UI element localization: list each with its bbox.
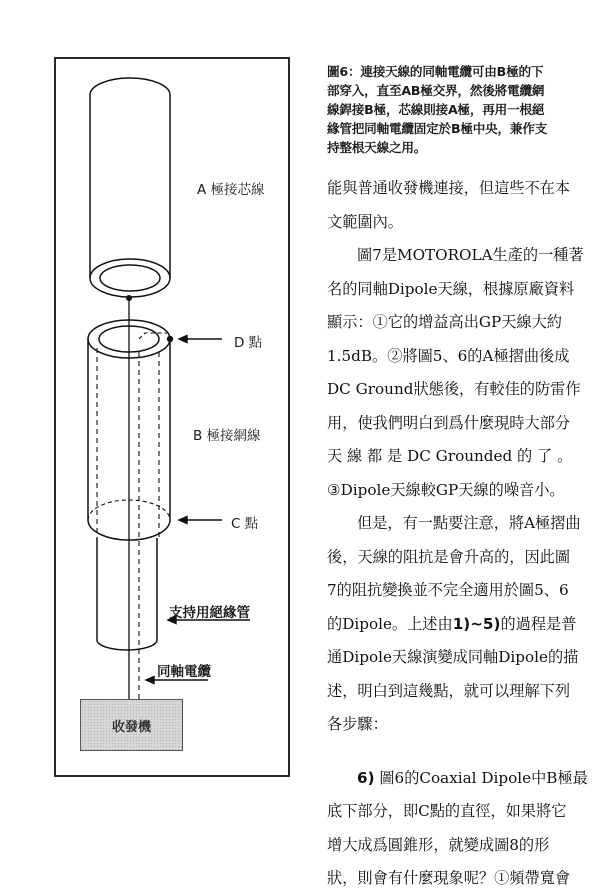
text-line: 後，天線的阻抗是會升高的，因此圖 [327,547,570,566]
text-line [327,762,588,796]
text-fragment: 的過程是普 [500,614,577,633]
text-line: 底下部分，即C點的直徑，如果將它 [327,802,567,820]
text-line: 能與普通收發機連接，但這些不在本 [327,179,570,197]
figure-caption [327,62,575,157]
text-line: 7的阻抗變換並不完全適用於圖5、6 [327,581,569,599]
transceiver-box [80,699,183,751]
text-line: 圖7是MOTOROLA生產的一種著 [357,246,584,264]
text-line: 但是，有一點要注意，將A極摺曲 [357,514,581,532]
label-c-point: C 點 [231,516,259,532]
insulator-tube [97,538,157,650]
text-line: 文範圍內。 [327,212,403,231]
paragraph-gap [327,742,577,762]
pointer-arrows [146,336,250,684]
caption-line: 圖6：連接天線的同軸電纜可由B極的下 [327,64,544,79]
step-range: 1)~5) [452,614,501,633]
label-a-pole: A 極接芯線 [197,182,265,198]
text-line: 述，明白到這幾點，就可以理解下列 [327,681,570,700]
caption-line: 緣管把同軸電纜固定於B極中央，兼作支 [327,121,548,136]
text-fragment: 的Dipole。上述由 [327,614,453,633]
text-line: 顯示：①它的增益高出GP天線大約 [327,313,562,331]
text-line: DC Ground狀態後，有較佳的防雷作 [327,380,581,398]
text-line: 名的同軸Dipole天線，根據原廠資料 [327,279,575,298]
text-line: 狀，則會有什麼現象呢？①頻帶寬會 [327,869,570,887]
text-line: 用，使我們明白到爲什麼現時大部分 [327,413,570,432]
body-text [327,172,588,896]
a-pole-cylinder [90,78,170,297]
d-point-dot [167,336,173,342]
caption-line: 部穿入，直至AB極交界，然後將電纜網 [327,83,545,98]
text-line: 1.5dB。②將圖5、6的A極摺曲後成 [327,346,570,365]
text-fragment: 圖6的Coaxial Dipole中B極最 [374,768,588,787]
text-line [327,608,577,642]
step-number: 6) [357,768,375,787]
transceiver-label: 收發機 [111,719,151,735]
caption-line: 線銲接B極，芯線則接A極，再用一根絕 [327,102,545,117]
label-d-point: D 點 [234,335,263,351]
text-line: ③Dipole天線較GP天線的噪音小。 [327,480,565,499]
label-insulator-tube: 支持用絕緣管 [169,605,250,621]
text-line: 天 線 都 是 DC Grounded 的 了 。 [327,447,573,465]
text-line: 增大成爲圓錐形，就變成圖8的形 [327,835,550,854]
text-line: 通Dipole天線演變成同軸Dipole的描 [327,648,579,666]
label-coax-cable: 同軸電纜 [157,664,211,680]
text-line: 各步驟： [327,715,388,733]
caption-line: 持整根天線之用。 [327,140,427,155]
label-b-pole: B 極接網線 [193,428,261,444]
